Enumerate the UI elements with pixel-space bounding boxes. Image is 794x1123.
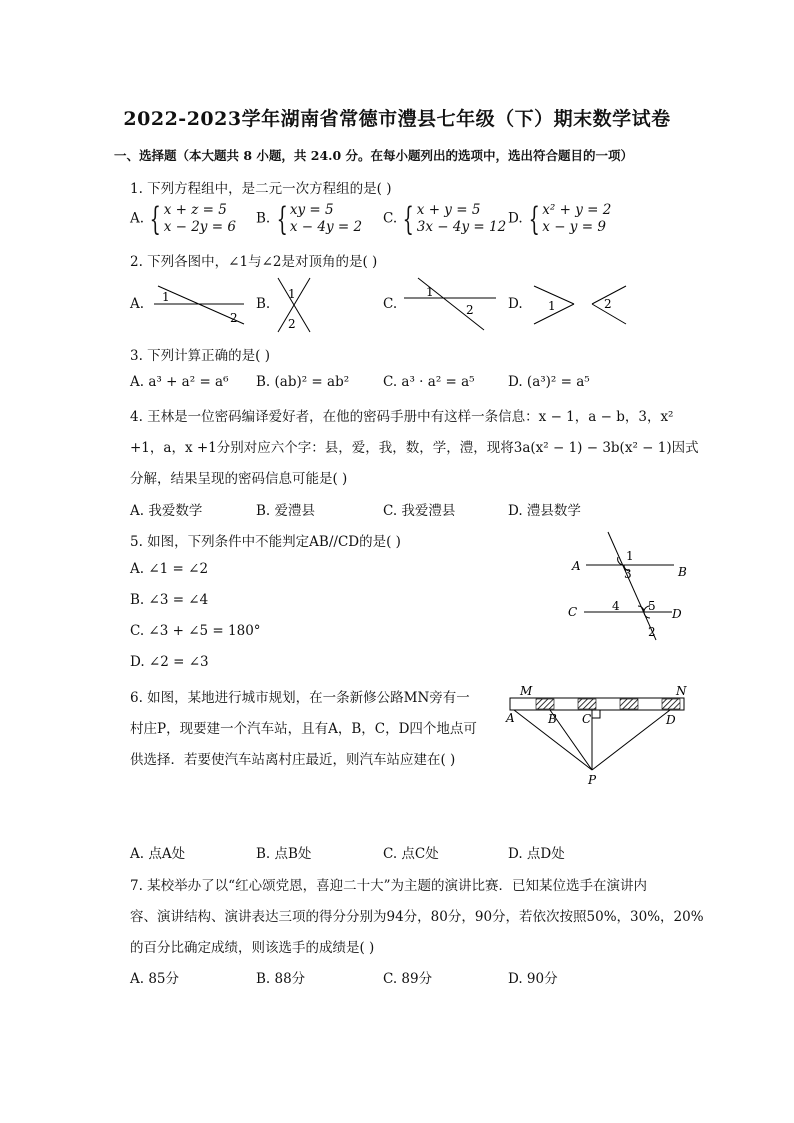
question-1-option-d[interactable]: D. { x² + y = 2 x − y = 9 xyxy=(508,200,612,238)
question-7-option-d[interactable]: D. 90分 xyxy=(508,971,558,987)
angle-3-label: 3 xyxy=(624,567,632,581)
question-7-line-1: 7. 某校举办了以“红心颂党恩，喜迎二十大”为主题的演讲比赛．已知某位选手在演讲内 xyxy=(130,878,647,894)
question-6-option-b[interactable]: B. 点B处 xyxy=(256,846,312,862)
question-4-option-d[interactable]: D. 澧县数学 xyxy=(508,503,581,519)
question-6-figure xyxy=(500,684,694,792)
point-c-label: C xyxy=(582,712,592,726)
section-heading: 一、选择题（本大题共 8 小题，共 24.0 分。在每小题列出的选项中，选出符合题目的一项） xyxy=(114,148,634,163)
point-a-label: A xyxy=(506,711,515,725)
point-b-label: B xyxy=(678,565,687,579)
question-5-option-d[interactable]: D. ∠2 = ∠3 xyxy=(130,654,209,670)
question-1-option-a[interactable]: A. { x + z = 5 x − 2y = 6 xyxy=(130,200,236,238)
question-2-option-a[interactable]: A. xyxy=(130,296,145,312)
question-3-stem: 3. 下列计算正确的是( ) xyxy=(130,348,270,364)
question-6-line-1: 6. 如图，某地进行城市规划，在一条新修公路MN旁有一 xyxy=(130,690,470,706)
point-b-label: B xyxy=(548,712,557,726)
question-2-figure-a xyxy=(148,280,248,328)
point-n-label: N xyxy=(676,684,687,698)
angle-2-label: 2 xyxy=(466,303,474,317)
angle-1-label: 1 xyxy=(426,285,434,299)
angle-4-label: 4 xyxy=(612,599,620,613)
question-3-option-c[interactable]: C. a³ · a² = a⁵ xyxy=(383,374,475,390)
question-2-option-c[interactable]: C. xyxy=(383,296,398,312)
question-4-option-a[interactable]: A. 我爱数学 xyxy=(130,503,203,519)
question-3-option-d[interactable]: D. (a³)² = a⁵ xyxy=(508,374,590,390)
point-c-label: C xyxy=(568,605,578,619)
question-1-stem: 1. 下列方程组中，是二元一次方程组的是( ) xyxy=(130,181,392,197)
question-3-option-a[interactable]: A. a³ + a² = a⁶ xyxy=(130,374,229,390)
question-5-option-a[interactable]: A. ∠1 = ∠2 xyxy=(130,561,209,577)
question-6-line-2: 村庄P，现要建一个汽车站，且有A，B，C，D四个地点可 xyxy=(130,721,477,737)
angle-1-label: 1 xyxy=(626,549,634,563)
question-4-line-3: 分解，结果呈现的密码信息可能是( ) xyxy=(130,471,348,487)
question-4-option-b[interactable]: B. 爱澧县 xyxy=(256,503,316,519)
question-2-figure-c xyxy=(398,276,498,332)
question-3-option-b[interactable]: B. (ab)² = ab² xyxy=(256,374,350,390)
question-7-line-2: 容、演讲结构、演讲表达三项的得分分别为94分，80分，90分，若依次按照50%，30%，20% xyxy=(130,909,704,925)
question-4-line-1: 4. 王林是一位密码编译爱好者，在他的密码手册中有这样一条信息：x − 1，a − b，3，x² xyxy=(130,409,674,425)
angle-1-label: 1 xyxy=(162,290,170,304)
point-a-label: A xyxy=(572,559,581,573)
question-1-option-c[interactable]: C. { x + y = 5 3x − 4y = 12 xyxy=(383,200,507,238)
angle-5-label: 5 xyxy=(648,599,656,613)
angle-2-label: 2 xyxy=(230,311,238,325)
point-d-label: D xyxy=(666,713,676,727)
question-7-option-a[interactable]: A. 85分 xyxy=(130,971,180,987)
question-6-line-3: 供选择．若要使汽车站离村庄最近，则汽车站应建在( ) xyxy=(130,752,456,768)
question-5-option-c[interactable]: C. ∠3 + ∠5 = 180° xyxy=(130,623,261,639)
question-6-option-c[interactable]: C. 点C处 xyxy=(383,846,439,862)
question-2-stem: 2. 下列各图中，∠1与∠2是对顶角的是( ) xyxy=(130,254,378,270)
question-7-option-c[interactable]: C. 89分 xyxy=(383,971,433,987)
page-title: 2022-2023学年湖南省常德市澧县七年级（下）期末数学试卷 xyxy=(123,108,671,130)
question-7-option-b[interactable]: B. 88分 xyxy=(256,971,306,987)
angle-2-label: 2 xyxy=(604,297,612,311)
question-2-option-b[interactable]: B. xyxy=(256,296,271,312)
question-7-line-3: 的百分比确定成绩，则该选手的成绩是( ) xyxy=(130,940,375,956)
question-5-stem: 5. 如图，下列条件中不能判定AB//CD的是( ) xyxy=(130,534,401,550)
question-2-option-d[interactable]: D. xyxy=(508,296,523,312)
angle-1-label: 1 xyxy=(288,287,296,301)
angle-2-label: 2 xyxy=(288,317,296,331)
question-4-option-c[interactable]: C. 我爱澧县 xyxy=(383,503,456,519)
question-5-figure xyxy=(564,530,692,642)
point-d-label: D xyxy=(672,607,682,621)
question-2-figure-d xyxy=(528,282,632,326)
question-4-line-2: +1，a，x +1分别对应六个字：县，爱，我，数，学，澧，现将3a(x² − 1) − 3b(x² − 1)因式 xyxy=(130,440,699,456)
question-2-figure-b xyxy=(272,276,316,334)
question-6-option-a[interactable]: A. 点A处 xyxy=(130,846,186,862)
point-p-label: P xyxy=(588,773,597,787)
question-6-option-d[interactable]: D. 点D处 xyxy=(508,846,565,862)
angle-1-label: 1 xyxy=(548,299,556,313)
question-5-option-b[interactable]: B. ∠3 = ∠4 xyxy=(130,592,209,608)
point-m-label: M xyxy=(520,684,533,698)
angle-2-label: 2 xyxy=(648,625,656,639)
question-1-option-b[interactable]: B. { xy = 5 x − 4y = 2 xyxy=(256,200,363,238)
